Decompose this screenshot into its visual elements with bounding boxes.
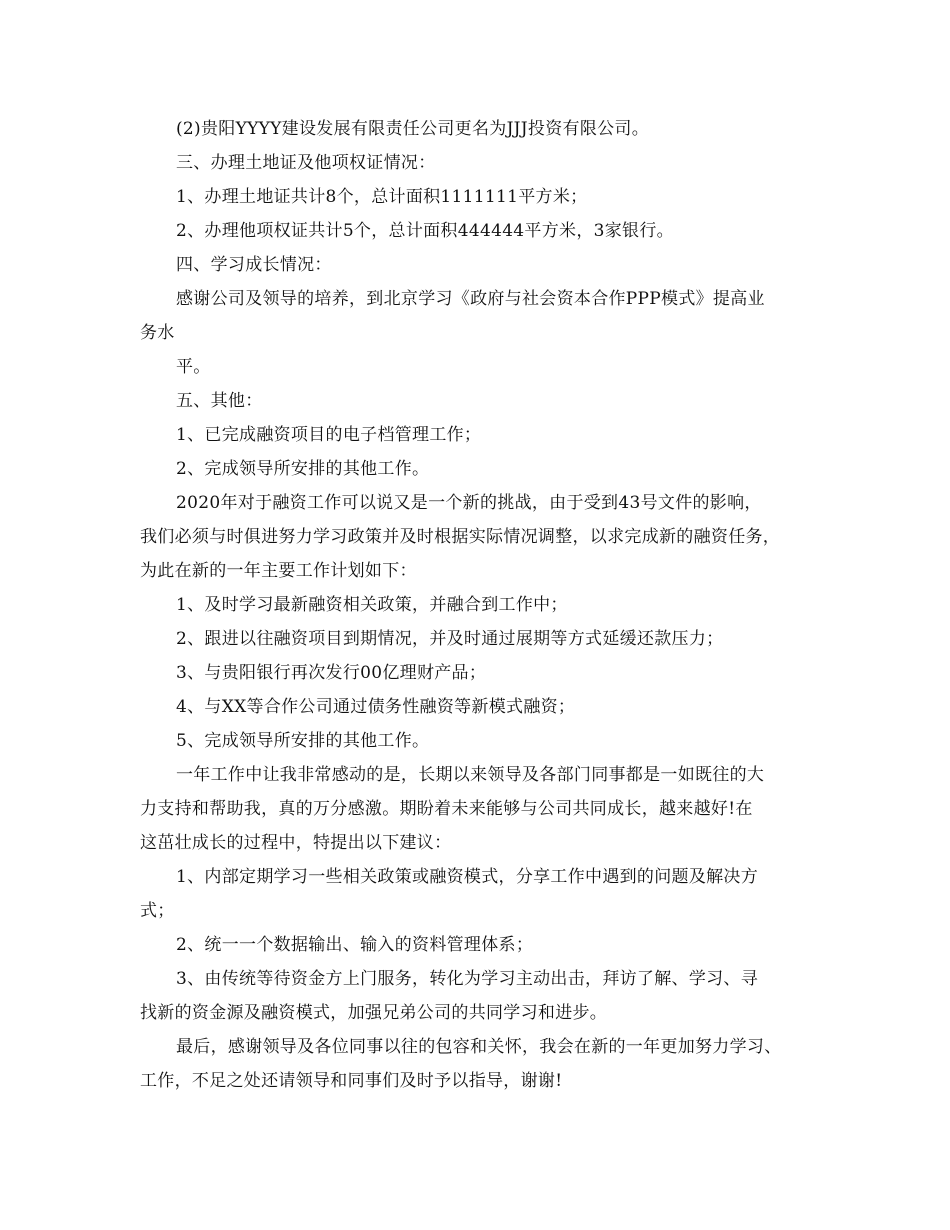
text-line: 1、内部定期学习一些相关政策或融资模式，分享工作中遇到的问题及解决方 xyxy=(176,867,759,887)
text-line: 我们必须与时俱进努力学习政策并及时根据实际情况调整，以求完成新的融资任务， xyxy=(140,527,781,547)
text-line: 2020年对于融资工作可以说又是一个新的挑战，由于受到43号文件的影响， xyxy=(176,493,762,513)
text-line: 三、办理土地证及他项权证情况： xyxy=(176,153,436,173)
text-line: 2、办理他项权证共计5个，总计面积444444平方米，3家银行。 xyxy=(176,221,674,241)
text-line: 5、完成领导所安排的其他工作。 xyxy=(176,731,430,751)
text-line: 力支持和帮助我，真的万分感激。期盼着未来能够与公司共同成长，越来越好!在 xyxy=(140,799,753,819)
document-body xyxy=(140,112,820,1098)
text-line: 这茁壮成长的过程中，特提出以下建议： xyxy=(140,833,452,853)
text-line: 3、与贵阳银行再次发行00亿理财产品； xyxy=(176,663,487,683)
text-line: 2、统一一个数据输出、输入的资料管理体系； xyxy=(176,935,534,955)
text-line: 感谢公司及领导的培养，到北京学习《政府与社会资本合作PPP模式》提高业 xyxy=(176,289,765,309)
text-line: 五、其他： xyxy=(176,391,263,411)
text-line: 为此在新的一年主要工作计划如下： xyxy=(140,561,417,581)
text-line: 4、与XX等合作公司通过债务性融资等新模式融资； xyxy=(176,697,576,717)
text-line: 四、学习成长情况： xyxy=(176,255,332,275)
text-line: 找新的资金源及融资模式，加强兄弟公司的共同学习和进步。 xyxy=(140,1003,608,1023)
text-line: 1、已完成融资项目的电子档管理工作； xyxy=(176,425,482,445)
text-line: (2)贵阳YYYY建设发展有限责任公司更名为JJJ投资有限公司。 xyxy=(176,119,650,139)
text-line: 最后，感谢领导及各位同事以往的包容和关怀，我会在新的一年更加努力学习、 xyxy=(176,1037,782,1057)
text-line: 平。 xyxy=(176,357,211,377)
text-line: 工作，不足之处还请领导和同事们及时予以指导，谢谢! xyxy=(140,1071,563,1091)
text-line: 2、完成领导所安排的其他工作。 xyxy=(176,459,430,479)
text-line: 2、跟进以往融资项目到期情况，并及时通过展期等方式延缓还款压力； xyxy=(176,629,724,649)
text-line: 式； xyxy=(140,901,175,921)
text-line: 1、办理土地证共计8个，总计面积1111111平方米； xyxy=(176,187,588,207)
text-line: 务水 xyxy=(140,323,175,343)
text-line: 1、及时学习最新融资相关政策，并融合到工作中； xyxy=(176,595,568,615)
text-line: 一年工作中让我非常感动的是，长期以来领导及各部门同事都是一如既往的大 xyxy=(176,765,765,785)
text-line: 3、由传统等待资金方上门服务，转化为学习主动出击，拜访了解、学习、寻 xyxy=(176,969,759,989)
